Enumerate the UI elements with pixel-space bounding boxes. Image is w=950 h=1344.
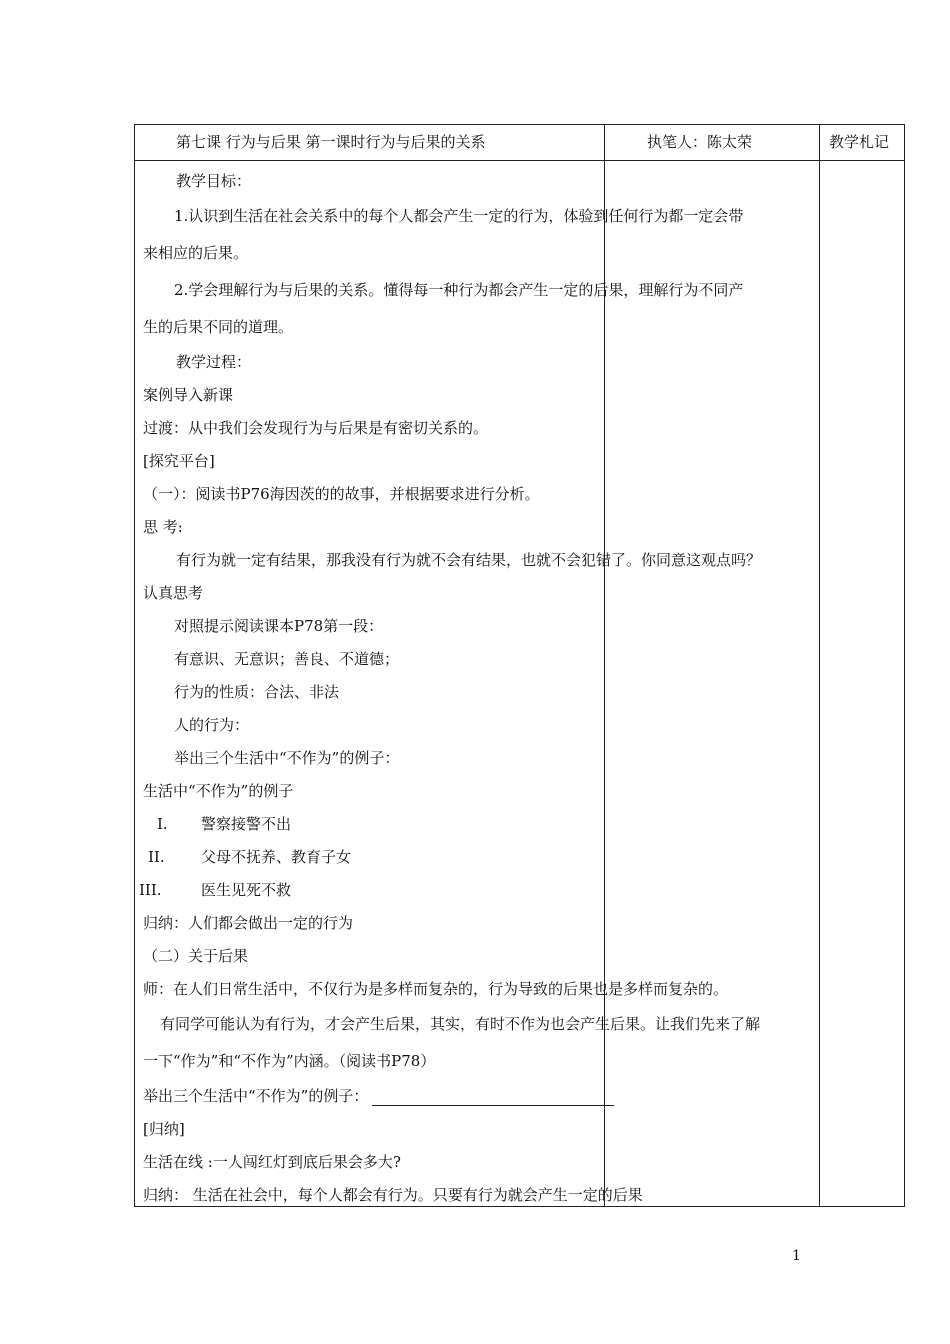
transition-text: 过渡：从中我们会发现行为与后果是有密切关系的。 [143, 419, 489, 437]
list-item-text: 父母不抚养、教育子女 [201, 848, 352, 866]
list-item-number: II. [148, 848, 165, 866]
page-number: 1 [792, 1248, 801, 1264]
list-item [143, 841, 813, 874]
answer-blank-line [372, 1087, 614, 1106]
read-prompt: 对照提示阅读课本P78第一段： [174, 617, 384, 635]
students-line-1: 有同学可能认为有行为，才会产生后果，其实，有时不作为也会产生后果。让我们先来了解 [160, 1015, 761, 1033]
summary-two: 归纳： 生活在社会中，每个人都会有行为。只要有行为就会产生一定的后果 [143, 1186, 643, 1204]
list-item-text: 医生见死不救 [201, 881, 292, 899]
nature-text: 行为的性质：合法、非法 [174, 683, 340, 701]
list-item-number: III. [139, 881, 162, 899]
give-examples-prompt-2: 举出三个生活中“不作为”的例子： [143, 1087, 369, 1105]
list-item-text: 警察接警不出 [201, 815, 292, 833]
lesson-title: 第七课 行为与后果 第一课时行为与后果的关系 [176, 133, 486, 151]
header-bottom-border [135, 160, 904, 161]
notes-column-divider [819, 125, 820, 1206]
human-behavior-text: 人的行为： [174, 716, 250, 734]
lesson-plan-table [134, 124, 905, 1207]
teacher-text: 师：在人们日常生活中，不仅行为是多样而复杂的，行为导致的后果也是多样而复杂的。 [143, 980, 729, 998]
process-heading: 教学过程： [176, 353, 252, 371]
objective-1-line-2: 来相应的后果。 [143, 244, 249, 262]
serious-think: 认真思考 [143, 584, 204, 602]
platform-label: [探究平台] [143, 452, 215, 470]
part-two-heading: （二）关于后果 [143, 947, 249, 965]
intro-text: 案例导入新课 [143, 386, 234, 404]
objective-2-line-1: 2.学会理解行为与后果的关系。懂得每一种行为都会产生一定的后果，理解行为不同产 [174, 281, 744, 299]
give-examples-fill-in [143, 1080, 813, 1113]
consciousness-text: 有意识、无意识；善良、不道德； [174, 650, 400, 668]
part-one-heading: （一）：阅读书P76海因茨的的故事，并根据要求进行分析。 [143, 485, 540, 503]
life-online-text: 生活在线 :一人闯红灯到底后果会多大? [143, 1153, 401, 1171]
objectives-heading: 教学目标： [176, 172, 252, 190]
notes-column-header: 教学札记 [829, 133, 890, 151]
list-item-number: I. [157, 815, 168, 833]
author: 执笔人：陈太荣 [647, 133, 753, 151]
objective-2-line-2: 生的后果不同的道理。 [143, 318, 294, 336]
students-line-2: 一下“作为”和“不作为”内涵。（阅读书P78） [143, 1052, 436, 1070]
think-question: 有行为就一定有结果，那我没有行为就不会有结果，也就不会犯错了。你同意这观点吗？ [176, 551, 762, 569]
summary-bracket-label: [归纳] [143, 1120, 185, 1138]
examples-title: 生活中“不作为”的例子 [143, 782, 294, 800]
lesson-content [139, 165, 813, 1212]
summary-one: 归纳：人们都会做出一定的行为 [143, 914, 354, 932]
list-item [143, 808, 813, 841]
give-examples-prompt: 举出三个生活中“不作为”的例子： [174, 749, 400, 767]
think-label: 思 考: [143, 518, 183, 536]
list-item [139, 874, 813, 907]
objective-1-line-1: 1.认识到生活在社会关系中的每个人都会产生一定的行为，体验到任何行为都一定会带 [174, 207, 744, 225]
